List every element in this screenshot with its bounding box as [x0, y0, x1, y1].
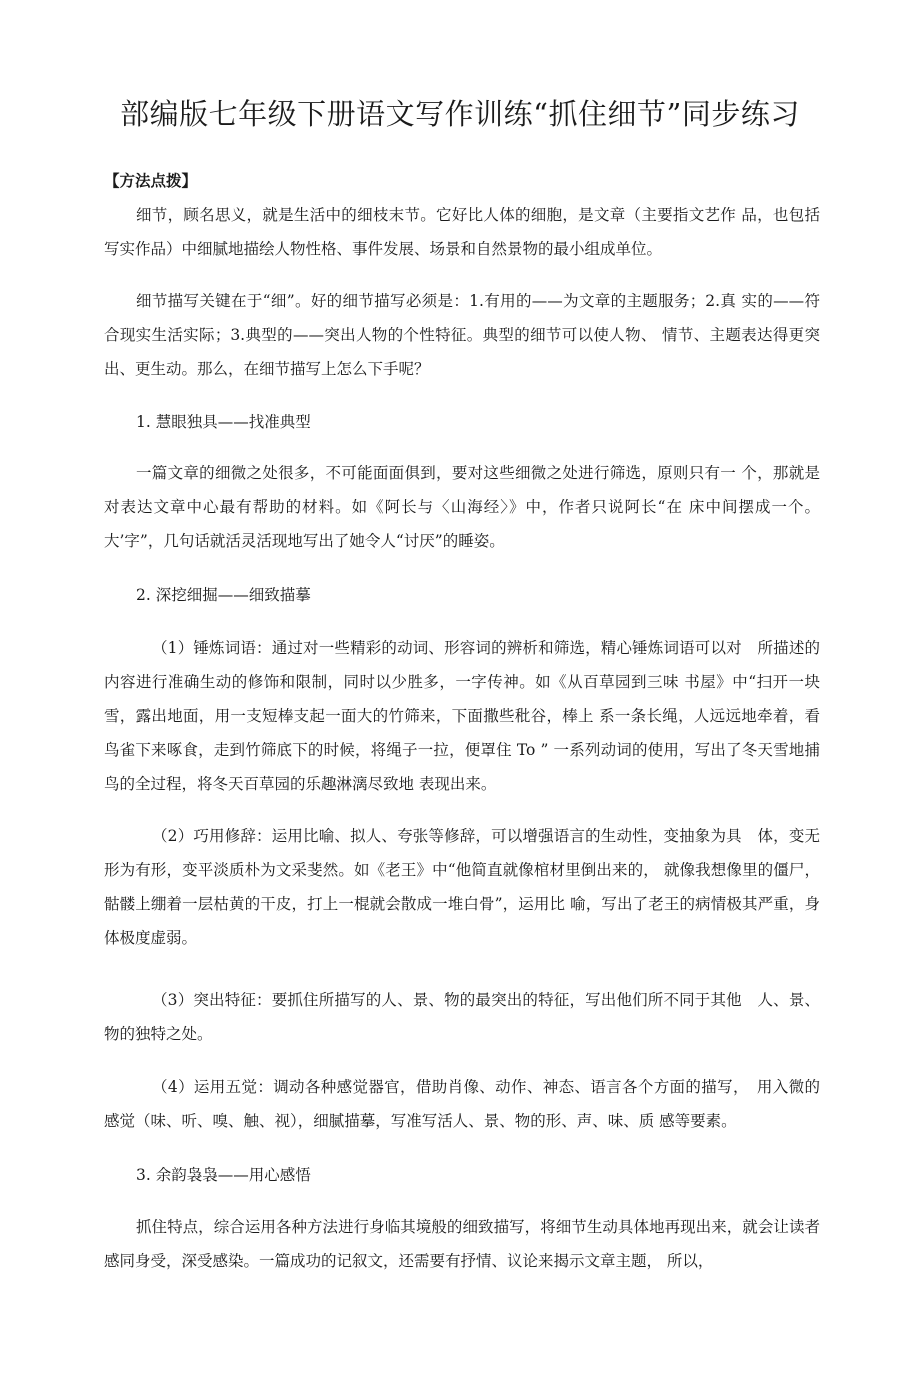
paragraph-typical: 一篇文章的细微之处很多，不可能面面俱到，要对这些细微之处进行筛选，原则只有一 个，那就是对表达文章中心最有帮助的材料。如《阿长与〈山海经〉》中，作者只说阿长“在 床中间摆成一个。大’字”，几句话就活灵活现地写出了她令人“讨厌”的睡姿。 — [104, 464, 820, 550]
paragraph-senses: （4）运用五觉：调动各种感觉器官，借助肖像、动作、神态、语言各个方面的描写， 用入微的感觉（味、听、嗅、触、视），细腻描摹，写准写活人、景、物的形、声、味、质 感等要素。 — [104, 1078, 820, 1130]
subheading-2: 2. 深挖细掘——细致描摹 — [136, 586, 311, 604]
paragraph-key: 细节描写关键在于“细”。好的细节描写必须是：1.有用的——为文章的主题服务；2.真 实的——符合现实生活实际；3.典型的——突出人物的个性特征。典型的细节可以使人物、 情节、主题表达得更突出、更生动。那么，在细节描写上怎么下手呢？ — [104, 292, 821, 378]
paragraph-rhetoric: （2）巧用修辞：运用比喻、拟人、夸张等修辞，可以增强语言的生动性，变抽象为具 体，变无形为有形，变平淡质朴为文采斐然。如《老王》中“他简直就像棺材里倒出来的， 就像我想像里的僵尸，骷髅上绷着一层枯黄的干皮，打上一棍就会散成一堆白骨”，运用比 喻，写出了老王的病情极其严重，身体极度虚弱。 — [104, 827, 820, 947]
paragraph-words: （1）锤炼词语：通过对一些精彩的动词、形容词的辨析和筛选，精心锤炼词语可以对 所描述的内容进行准确生动的修饰和限制，同时以少胜多，一字传神。如《从百草园到三味 书屋》中“扫开一块雪，露出地面，用一支短棒支起一面大的竹筛来，下面撒些秕谷，棒上 系一条长绳，人远远地牵着，看鸟雀下来啄食，走到竹筛底下的时候，将绳子一拉，便罩住 To ” 一系列动词的使用，写出了冬天雪地捕鸟的全过程，将冬天百草园的乐趣淋漓尽致地 表现出来。 — [104, 639, 820, 793]
subheading-3: 3. 余韵袅袅——用心感悟 — [136, 1166, 311, 1184]
paragraph-intro: 细节，顾名思义，就是生活中的细枝末节。它好比人体的细胞，是文章（主要指文艺作 品，也包括写实作品）中细腻地描绘人物性格、事件发展、场景和自然景物的最小组成单位。 — [104, 206, 820, 258]
section-heading: 【方法点拨】 — [104, 171, 198, 190]
document-title: 部编版七年级下册语文写作训练“抓住细节”同步练习 — [120, 97, 800, 131]
paragraph-features: （3）突出特征：要抓住所描写的人、景、物的最突出的特征，写出他们所不同于其他 人、景、物的独特之处。 — [104, 991, 820, 1043]
subheading-1: 1. 慧眼独具——找准典型 — [136, 413, 311, 431]
paragraph-insight: 抓住特点，综合运用各种方法进行身临其境般的细致描写，将细节生动具体地再现出来，就会让读者感同身受，深受感染。一篇成功的记叙文，还需要有抒情、议论来揭示文章主题， 所以， — [104, 1218, 820, 1270]
